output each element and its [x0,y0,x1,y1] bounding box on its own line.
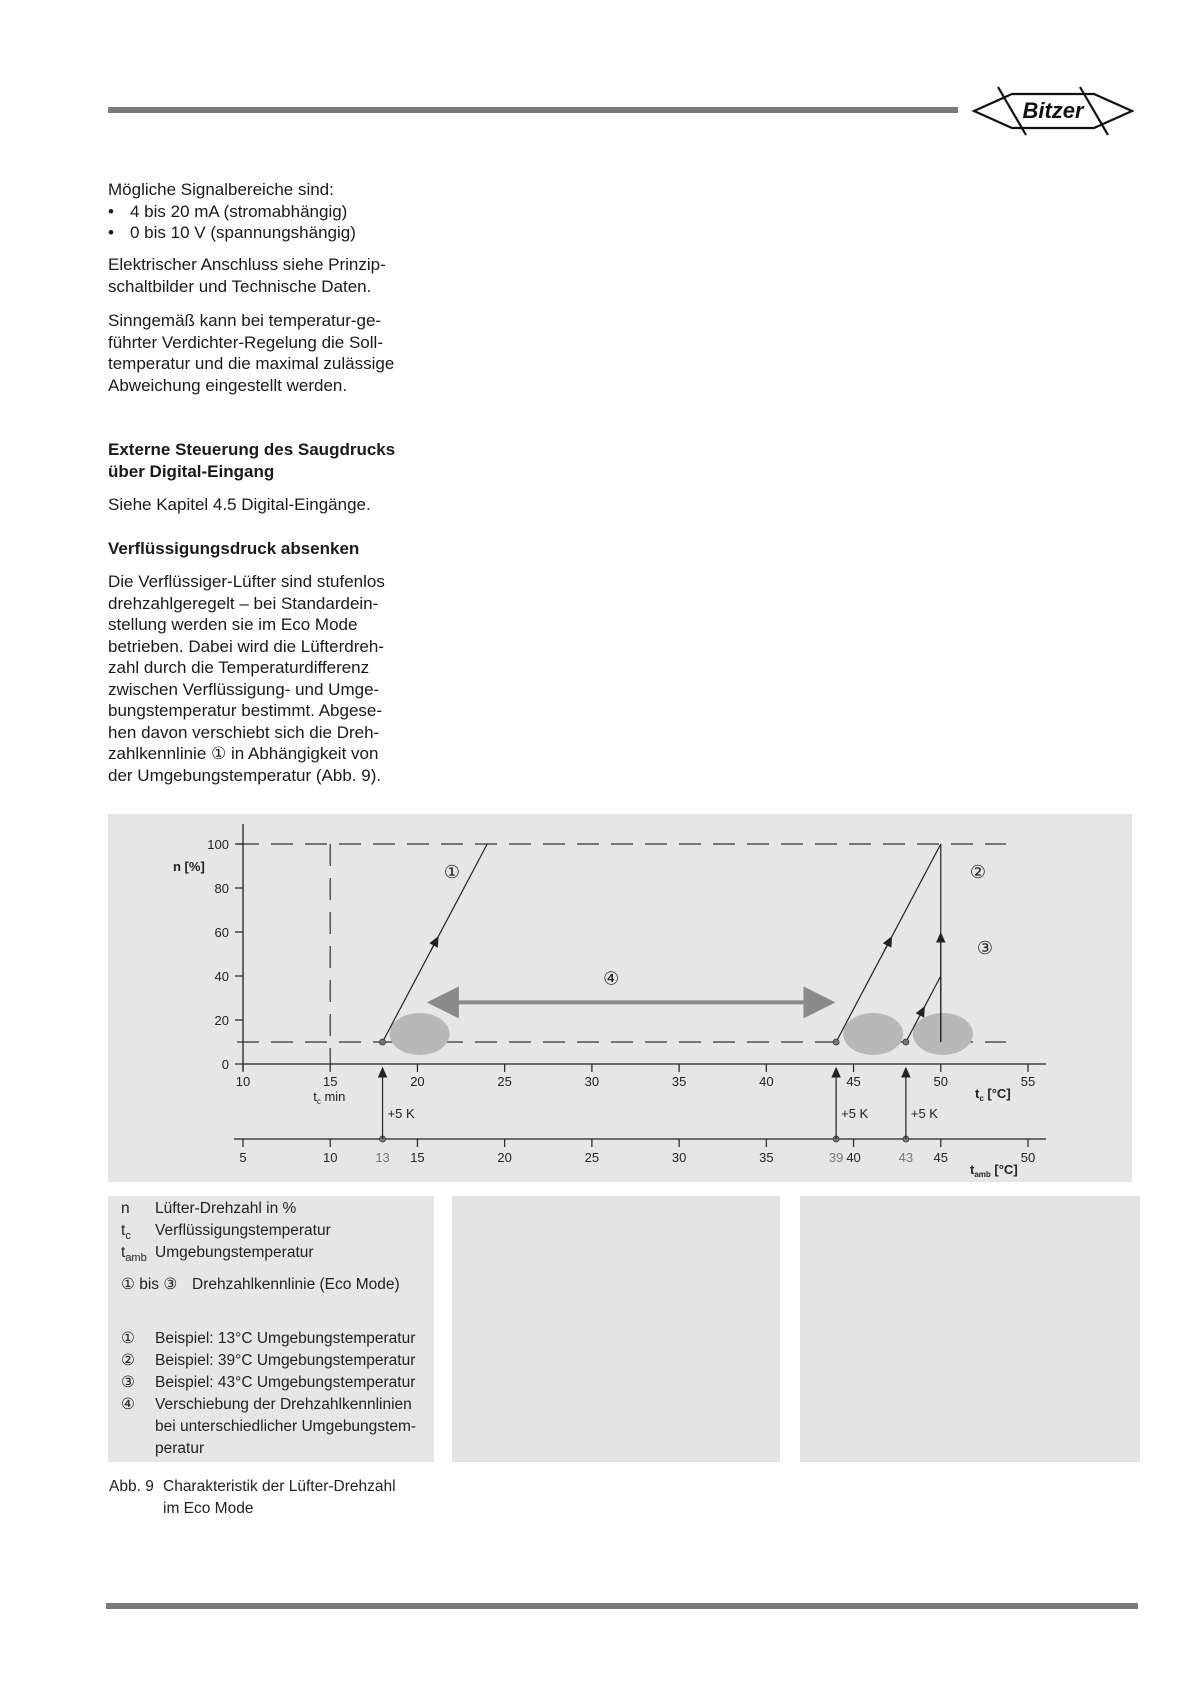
signal-intro: Mögliche Signalbereiche sind: [108,180,334,199]
tamb-tick-label: 15 [410,1150,425,1165]
legend-range: ① bis ③ Drehzahlkennlinie (Eco Mode) [121,1276,400,1293]
heading-condensing: Verflüssigungsdruck absenken [108,539,360,558]
speed-start-point [903,1039,909,1045]
tc-tick-label: 25 [497,1074,512,1089]
legend-item: n Lüfter-Drehzahl in % [121,1200,297,1217]
series-marker: ③ [976,938,994,958]
header-rule [108,107,958,113]
heading-external-control: Externe Steuerung des Saugdrucks über Digital-Eingang [108,440,396,481]
tamb-tick-label: 30 [671,1150,687,1165]
tc-tick-label: 15 [322,1074,338,1089]
line-direction-arrow [431,937,438,951]
start-region-ellipse [913,1013,973,1055]
figure-caption: Abb. 9 Charakteristik der Lüfter-Drehzahl im Eco Mode [109,1478,396,1517]
tc-tick-label: 35 [671,1074,687,1089]
tc-axis-label: $t_c$ [°C] [975,1086,1011,1103]
connection-paragraph: Elektrischer Anschluss siehe Prinzip- schaltbilder und Technische Daten. [108,255,386,296]
legend-example: ③ Beispiel: 43°C Umgebungstemperatur [121,1374,416,1391]
y-tick-label: 0 [221,1057,229,1072]
bitzer-logo-icon [968,84,1138,138]
tamb-tick-label: 50 [1020,1150,1036,1165]
series-marker: ① [443,862,461,882]
tc-tick-label: 30 [584,1074,600,1089]
y-axis-label: n [%] [173,859,205,874]
offset-label: +5 K [387,1106,415,1121]
tc-tick-label: 50 [933,1074,949,1089]
footer-rule [106,1603,1138,1609]
empty-panel-middle [452,1196,780,1462]
legend [121,1199,431,1459]
start-region-ellipse [390,1013,450,1055]
y-tick-label: 40 [214,969,229,984]
svg-text:Bitzer: Bitzer [1022,98,1084,123]
tamb-value-label: 39 [828,1150,844,1165]
signal-bullet: • 0 bis 10 V (spannungshängig) [108,223,356,242]
tamb-tick-label: 20 [497,1150,512,1165]
tc-tick-label: 55 [1020,1074,1036,1089]
signal-section [108,179,428,244]
legend-example: ② Beispiel: 39°C Umgebungstemperatur [121,1352,416,1369]
tc-tick-label: 45 [846,1074,861,1089]
signal-bullet: • 4 bis 20 mA (stromabhängig) [108,201,348,221]
offset-label: +5 K [841,1106,869,1121]
fans-paragraph: Die Verflüssiger-Lüfter sind stufenlos drehzahlgeregelt – bei Standardein- stellung werden sie im Eco Mode betrieben. Dabei wird die Lüfterdreh- zahl durch die Temperaturdifferenz zwischen Verflüssigung- und Umge- bungstemperatur bestimmt. Abgese- hen davon verschiebt sich die Dreh- zahlkennlinie ① in Abhängigkeit von der Umgebungstemperatur (Abb. 9). [108,572,385,785]
tamb-tick-label: 35 [759,1150,774,1165]
shift-marker: ④ [603,968,620,989]
tamb-value-label: 13 [375,1150,390,1165]
legend-item: $t_{amb}$ Umgebungstemperatur [121,1244,314,1265]
chapter-reference: Siehe Kapitel 4.5 Digital-Eingänge. [108,495,371,514]
start-region-ellipse [843,1013,903,1055]
tc-tick-label: 20 [410,1074,425,1089]
tamb-tick-label: 10 [322,1150,338,1165]
tc-tick-label: 10 [235,1074,251,1089]
tamb-tick-label: 25 [584,1150,600,1165]
y-tick-label: 80 [214,881,229,896]
legend-item: $t_c$ Verflüssigungstemperatur [121,1222,331,1243]
tamb-tick-label: 5 [239,1150,247,1165]
empty-panel-right [800,1196,1140,1462]
series-marker: ② [969,862,987,882]
y-tick-label: 100 [207,837,229,852]
legend-example: ④ Verschiebung der Drehzahlkennlinien bei unterschiedlicher Umgebungstem- peratur [121,1396,417,1457]
tamb-value-label: 43 [898,1150,914,1165]
line-direction-arrow [884,937,891,951]
offset-label: +5 K [910,1106,938,1121]
tamb-axis-label: $t_{amb}$ [°C] [970,1162,1018,1179]
fan-speed-chart [108,814,1132,1182]
tc-min-label: $t_c$ min [313,1089,346,1106]
temperature-paragraph: Sinngemäß kann bei temperatur-ge- führter Verdichter-Regelung die Soll- temperatur und die maximal zulässige Abweichung eingestellt werden. [108,311,395,395]
tamb-tick-label: 45 [933,1150,949,1165]
legend-example: ① Beispiel: 13°C Umgebungstemperatur [121,1330,416,1347]
speed-start-point [833,1039,839,1045]
tc-tick-label: 40 [759,1074,774,1089]
y-tick-label: 60 [214,925,229,940]
tamb-tick-label: 40 [846,1150,861,1165]
y-tick-label: 20 [214,1013,229,1028]
line-direction-arrow [922,1007,924,1012]
speed-start-point [380,1039,386,1045]
